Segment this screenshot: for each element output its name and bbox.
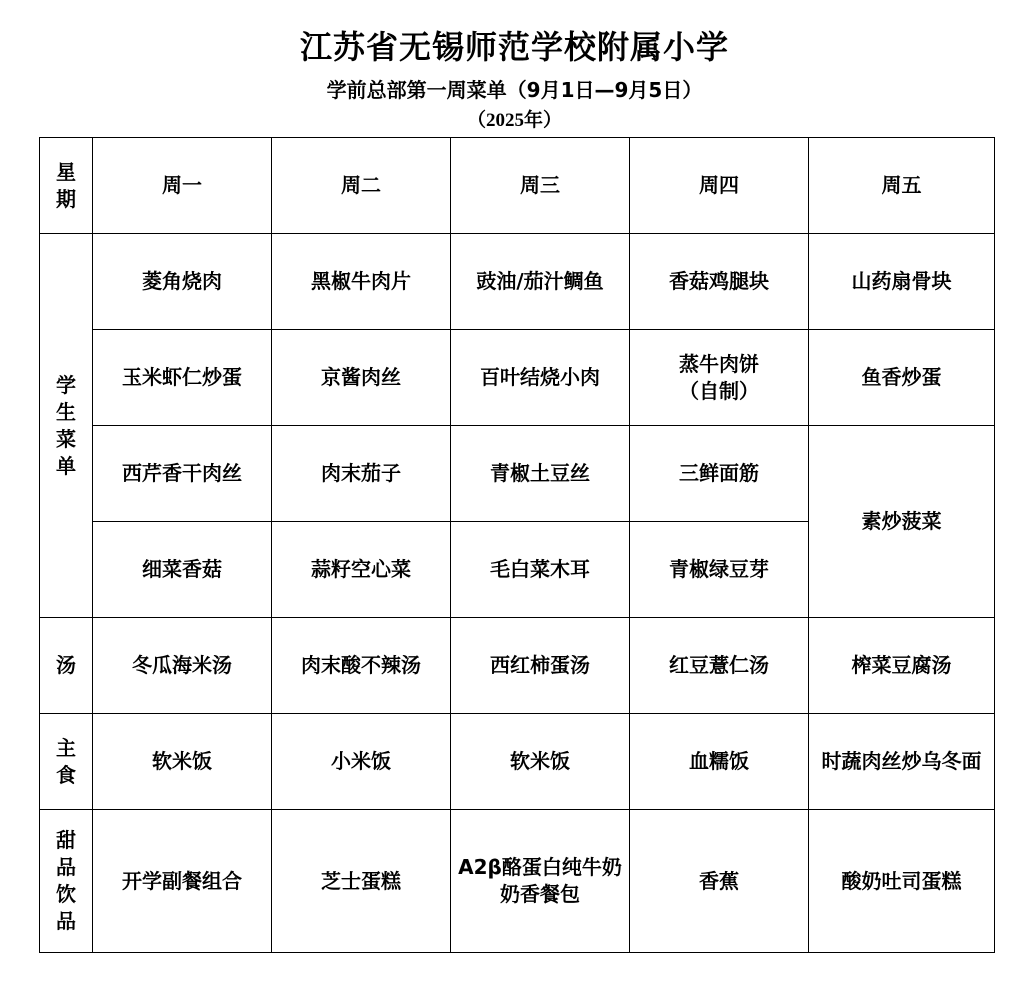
dish-cell: 玉米虾仁炒蛋 (93, 330, 272, 426)
dish-cell: 香菇鸡腿块 (630, 234, 809, 330)
page-title: 江苏省无锡师范学校附属小学 (299, 28, 729, 66)
dish-cell: 细菜香菇 (93, 522, 272, 618)
dish-cell: 菱角烧肉 (93, 234, 272, 330)
dessert-cell: 酸奶吐司蛋糕 (809, 810, 995, 953)
day-friday: 周五 (809, 138, 995, 234)
staple-cell: 血糯饭 (630, 714, 809, 810)
staple-cell: 时蔬肉丝炒乌冬面 (809, 714, 995, 810)
dish-cell: 西芹香干肉丝 (93, 426, 272, 522)
header-row (40, 138, 995, 234)
staple-label: 主 食 (40, 714, 93, 810)
dish-note: （自制） (679, 378, 759, 403)
dessert-row (40, 810, 995, 953)
student-menu-label: 学 生 菜 单 (40, 234, 93, 618)
soup-label: 汤 (40, 618, 93, 714)
dessert-cell: 芝士蛋糕 (272, 810, 451, 953)
dish-name: 蒸牛肉饼 (679, 351, 759, 376)
day-monday: 周一 (93, 138, 272, 234)
soup-cell: 红豆薏仁汤 (630, 618, 809, 714)
soup-cell: 西红柿蛋汤 (451, 618, 630, 714)
dish-cell: 青椒土豆丝 (451, 426, 630, 522)
menu-subtitle: 学前总部第一周菜单（9月1日—9月5日） (326, 78, 703, 102)
weekly-menu-table (39, 137, 995, 953)
dessert-cell (451, 810, 630, 953)
dessert-line-1: A2β酪蛋白纯牛奶 (458, 855, 622, 879)
dish-cell: 豉油/茄汁鲷鱼 (451, 234, 630, 330)
dessert-cell: 香蕉 (630, 810, 809, 953)
weekday-label: 星 期 (40, 138, 93, 234)
student-menu-row-1 (40, 234, 995, 330)
dish-cell: 三鲜面筋 (630, 426, 809, 522)
dessert-line-2: 奶香餐包 (500, 882, 580, 906)
dish-cell: 蒜籽空心菜 (272, 522, 451, 618)
staple-cell: 软米饭 (451, 714, 630, 810)
dessert-cell: 开学副餐组合 (93, 810, 272, 953)
staple-row (40, 714, 995, 810)
dish-cell: 青椒绿豆芽 (630, 522, 809, 618)
staple-cell: 小米饭 (272, 714, 451, 810)
dish-cell (630, 330, 809, 426)
dish-cell: 黑椒牛肉片 (272, 234, 451, 330)
soup-cell: 肉末酸不辣汤 (272, 618, 451, 714)
soup-cell: 榨菜豆腐汤 (809, 618, 995, 714)
staple-cell: 软米饭 (93, 714, 272, 810)
day-tuesday: 周二 (272, 138, 451, 234)
day-wednesday: 周三 (451, 138, 630, 234)
dish-cell: 京酱肉丝 (272, 330, 451, 426)
soup-row (40, 618, 995, 714)
dish-cell: 素炒菠菜 (809, 426, 995, 618)
dish-cell: 山药扇骨块 (809, 234, 995, 330)
dish-cell: 肉末茄子 (272, 426, 451, 522)
dish-cell: 百叶结烧小肉 (451, 330, 630, 426)
dish-cell: 鱼香炒蛋 (809, 330, 995, 426)
student-menu-row-2 (40, 330, 995, 426)
student-menu-row-3 (40, 426, 995, 522)
dish-cell: 毛白菜木耳 (451, 522, 630, 618)
soup-cell: 冬瓜海米汤 (93, 618, 272, 714)
dessert-label: 甜 品 饮 品 (40, 810, 93, 953)
menu-year: （2025年） (466, 110, 562, 131)
day-thursday: 周四 (630, 138, 809, 234)
